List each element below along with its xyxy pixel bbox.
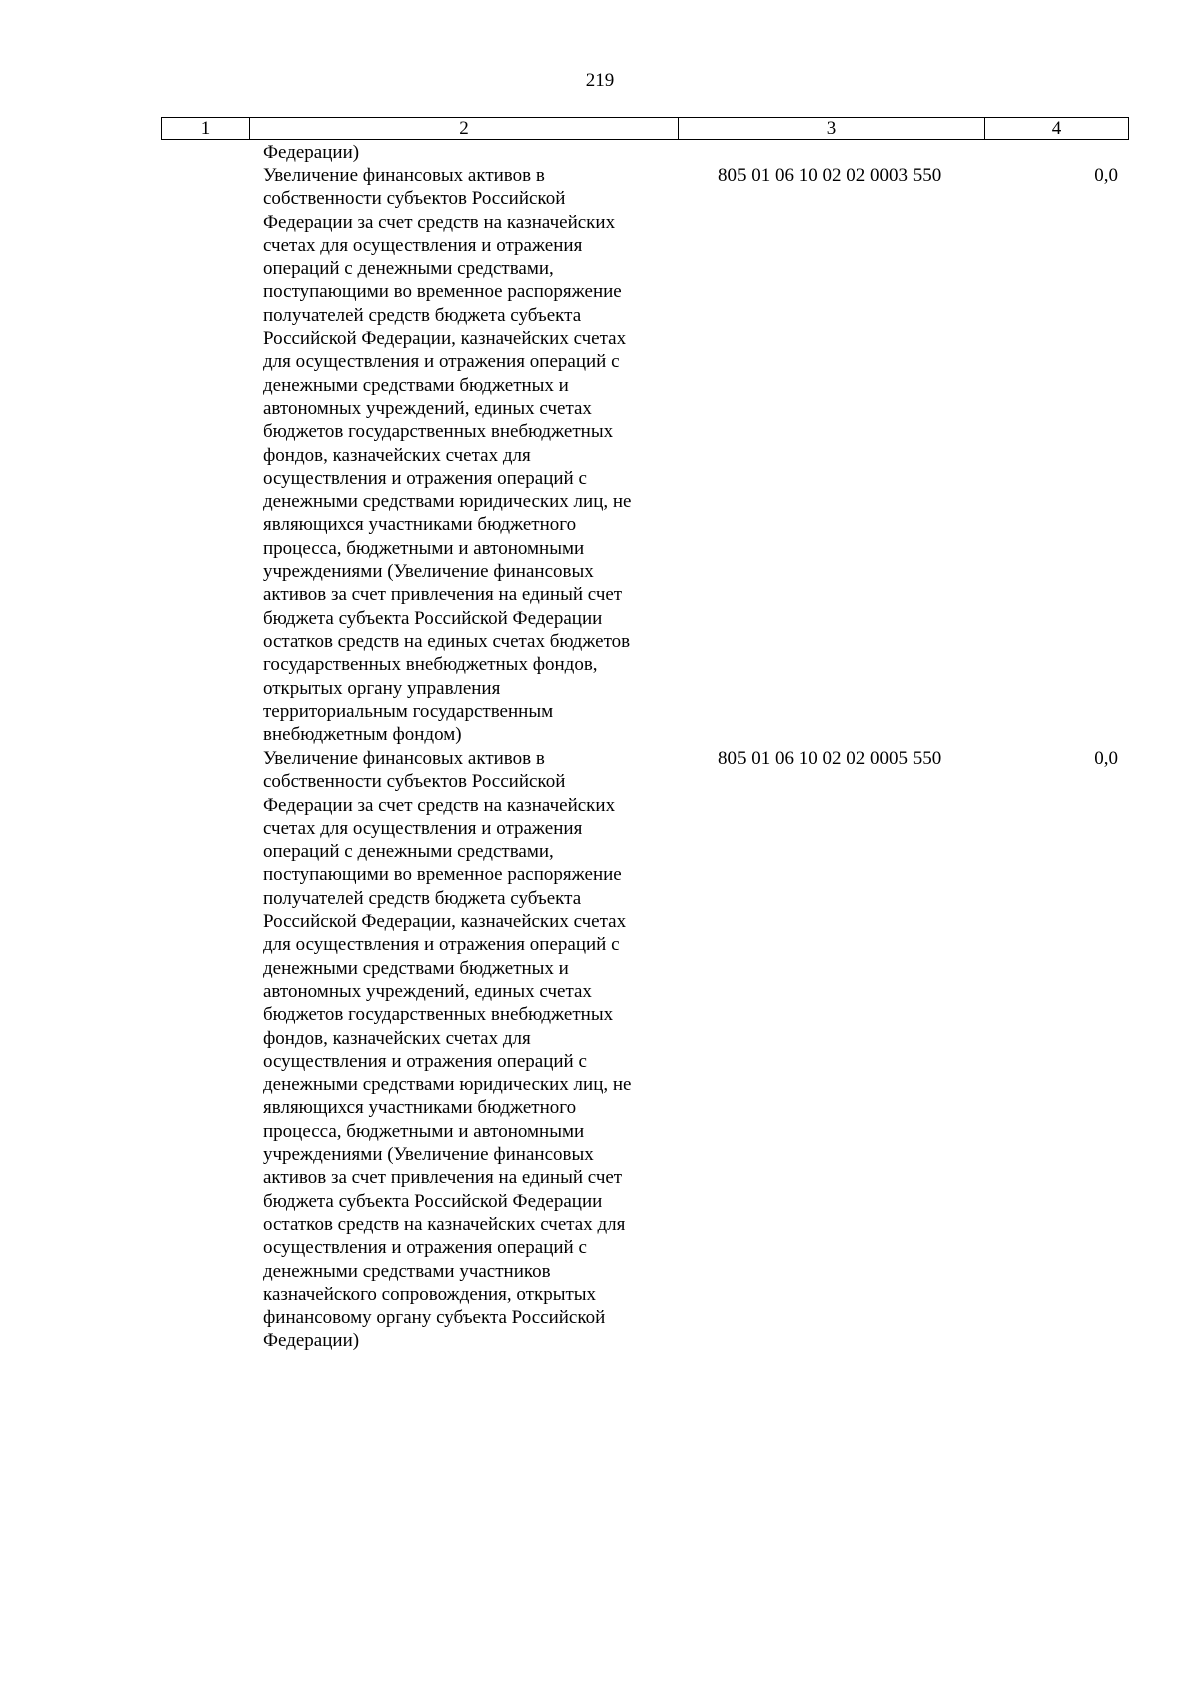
row-budget-code: 805 01 06 10 02 02 0003 550 <box>718 165 942 186</box>
row-description: Увеличение финансовых активов в собственности субъектов Российской Федерации за счет средств на казначейских счетах для осуществления и отражения операций с денежными средствами, поступающими во временное распоряжение получателей средств бюджета субъекта Российской Федерации, казначейских счетах для осуществления и отражения операций с денежными средствами бюджетных и автономных учреждений, единых счетах бюджетов государственных внебюджетных фондов, казначейских счетах для осуществления и отражения операций с денежными средствами юридических лиц, не являющихся участниками бюджетного процесса, бюджетными и автономными учреждениями (Увеличение финансовых активов за счет привлечения на единый счет бюджета субъекта Российской Федерации остатков средств на единых счетах бюджетов государственных внебюджетных фондов, открытых органу управления территориальным государственным внебюджетным фондом) <box>263 165 632 746</box>
row-description: Увеличение финансовых активов в собственности субъектов Российской Федерации за счет средств на казначейских счетах для осуществления и отражения операций с денежными средствами, поступающими во временное распоряжение получателей средств бюджета субъекта Российской Федерации, казначейских счетах для осуществления и отражения операций с денежными средствами бюджетных и автономных учреждений, единых счетах бюджетов государственных внебюджетных фондов, казначейских счетах для осуществления и отражения операций с денежными средствами юридических лиц, не являющихся участниками бюджетного процесса, бюджетными и автономными учреждениями (Увеличение финансовых активов за счет привлечения на единый счет бюджета субъекта Российской Федерации остатков средств на казначейских счетах для осуществления и отражения операций с денежными средствами участников казначейского сопровождения, открытых финансовому органу субъекта Российской Федерации) <box>263 748 632 1352</box>
row-budget-code: 805 01 06 10 02 02 0005 550 <box>718 748 942 769</box>
row-amount: 0,0 <box>1094 748 1118 769</box>
column-2-header: 2 <box>250 118 679 140</box>
row-amount: 0,0 <box>1094 165 1118 186</box>
column-3-header: 3 <box>679 118 985 140</box>
continuation-text: Федерации) <box>263 142 360 163</box>
column-4-header: 4 <box>985 118 1129 140</box>
page-number: 219 <box>585 70 615 91</box>
column-1-header: 1 <box>162 118 250 140</box>
table-column-header <box>161 117 1129 140</box>
